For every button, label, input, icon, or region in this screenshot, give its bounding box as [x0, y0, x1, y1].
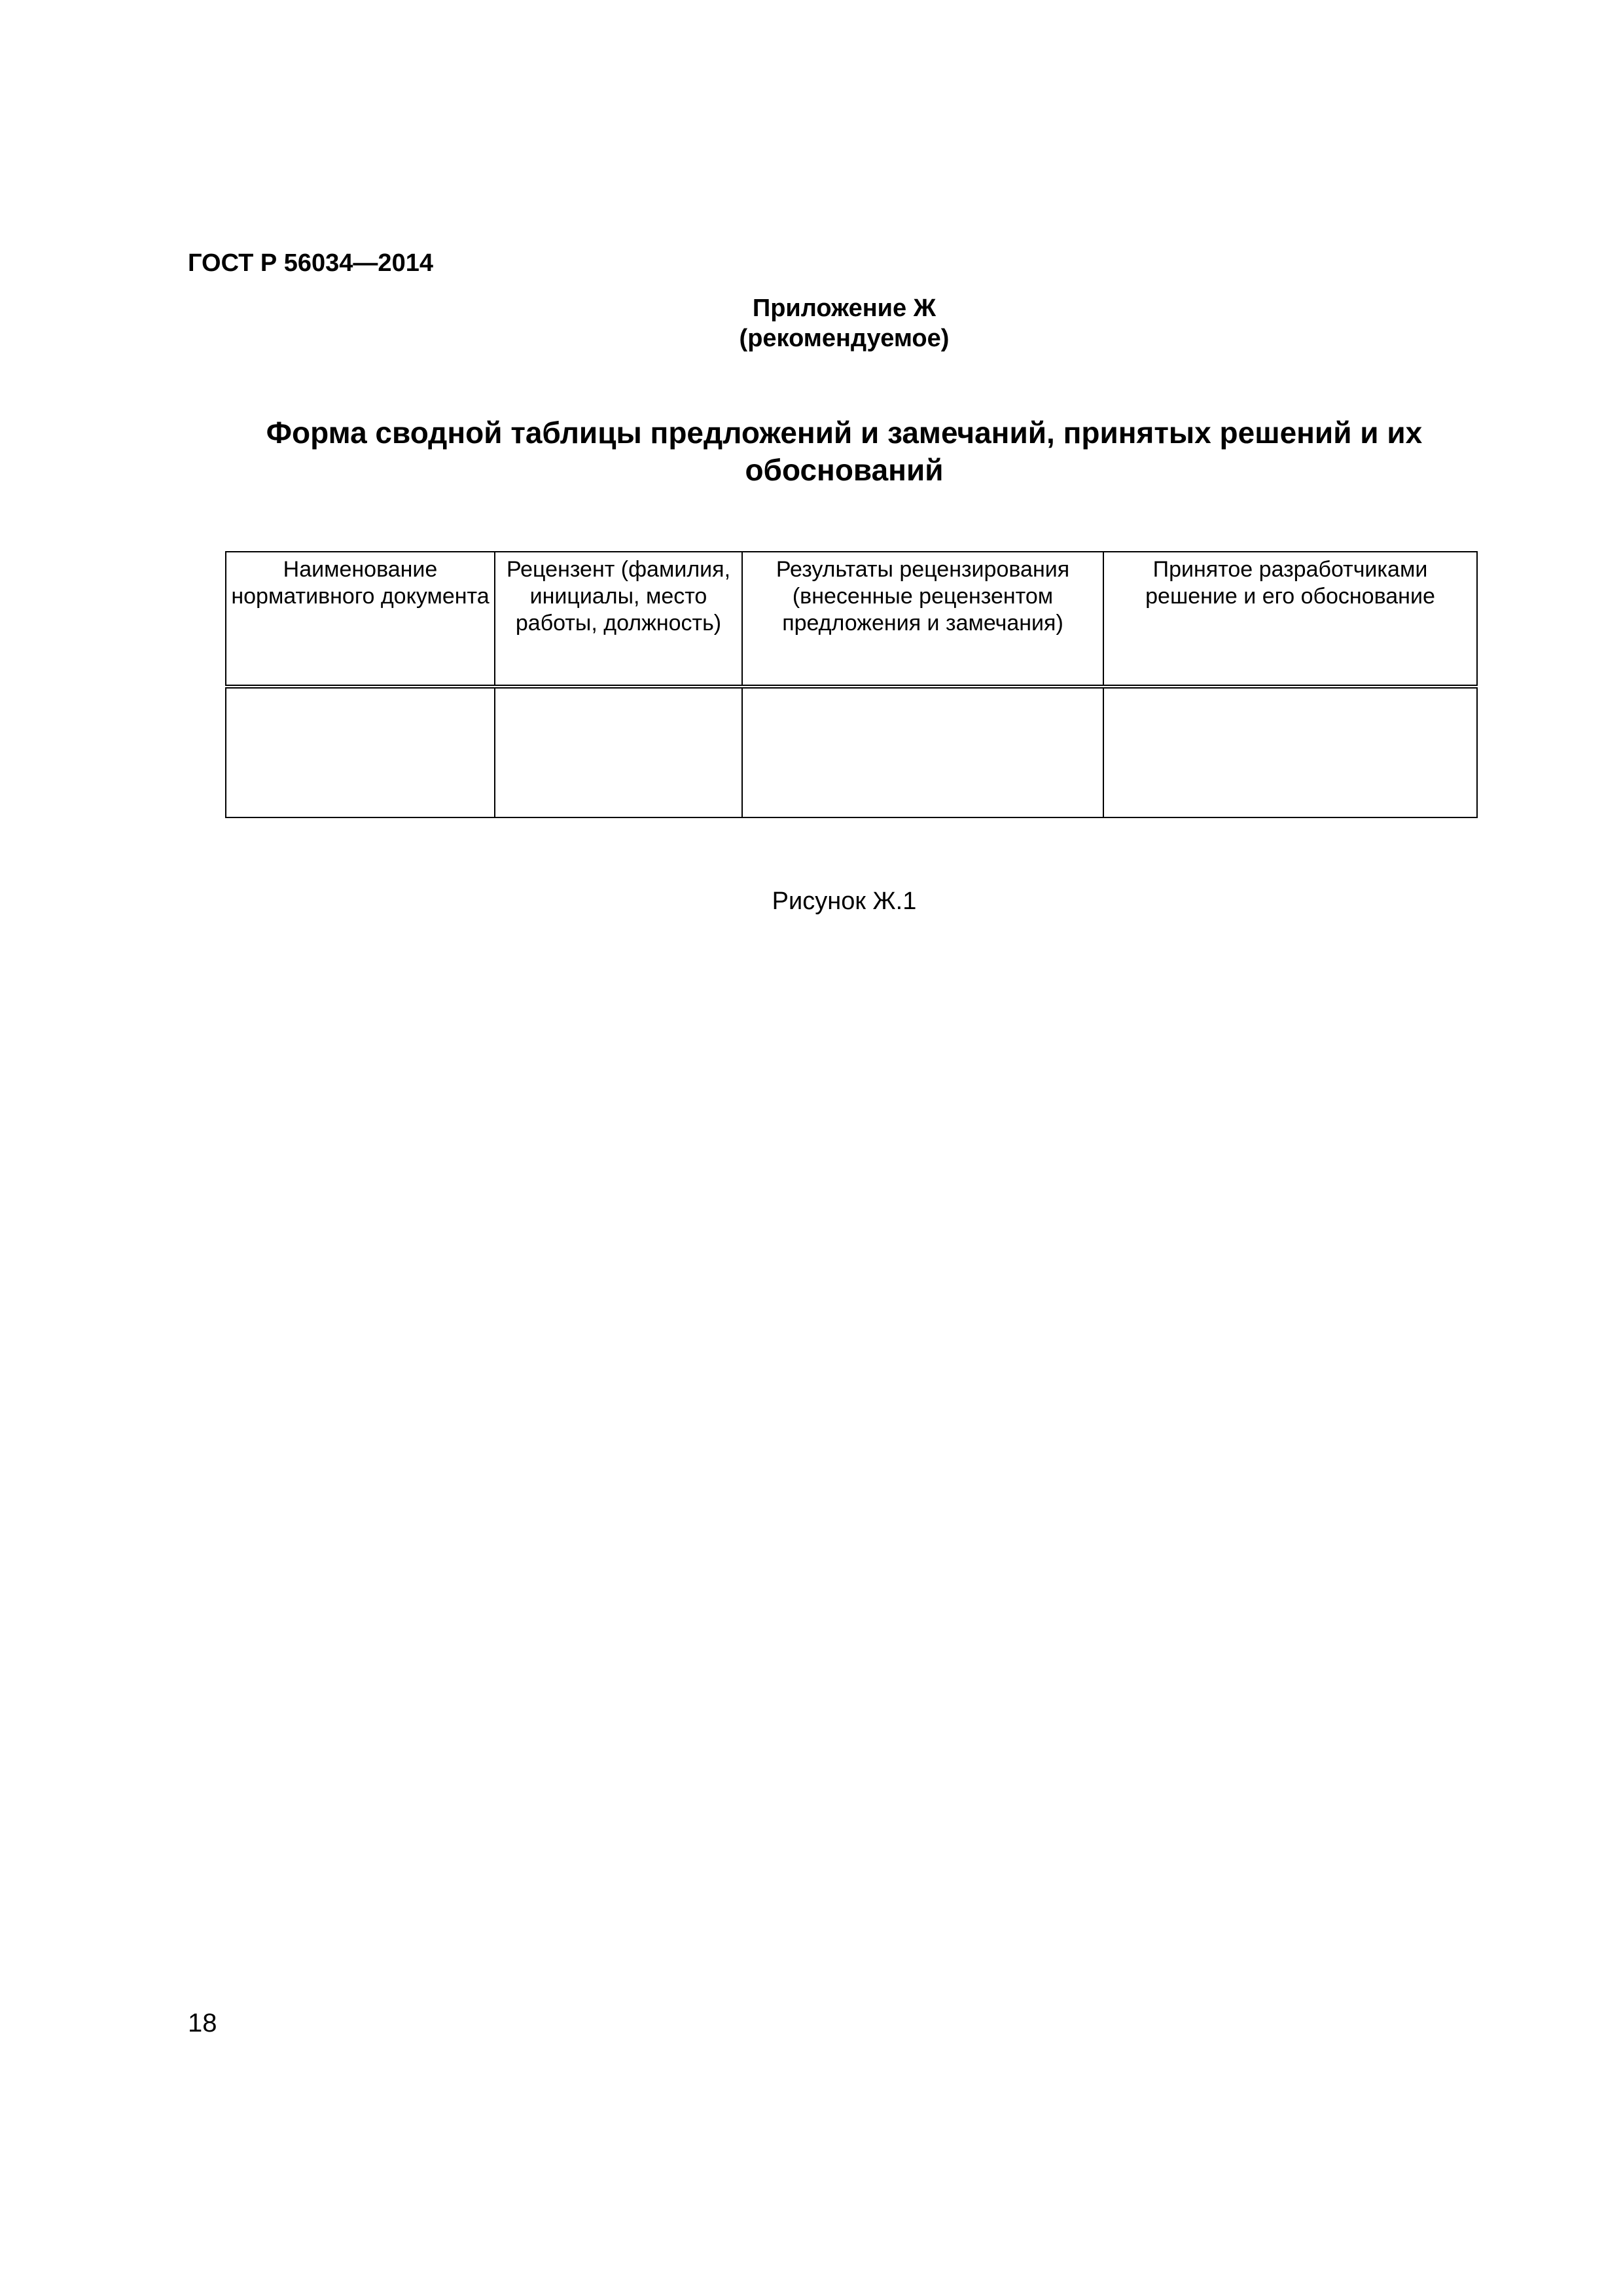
appendix-label: Приложение Ж — [752, 295, 936, 322]
appendix-status: (рекомендуемое) — [739, 325, 950, 352]
table-cell — [742, 687, 1103, 817]
summary-form-table — [225, 551, 1478, 818]
table-cell — [226, 687, 495, 817]
column-header-review-results: Результаты рецензирования (внесенные рецензентом предложения и замечания) — [742, 552, 1103, 687]
page-number: 18 — [188, 2009, 217, 2037]
table-header-row — [226, 552, 1477, 687]
table-cell — [495, 687, 742, 817]
table-row — [226, 687, 1477, 817]
form-title: Форма сводной таблицы предложений и замечаний, принятых решений и их обоснований — [266, 416, 1423, 487]
appendix-heading — [654, 293, 1034, 353]
document-code: ГОСТ Р 56034—2014 — [188, 249, 433, 277]
figure-caption: Рисунок Ж.1 — [772, 888, 917, 915]
table-cell — [1103, 687, 1477, 817]
column-header-reviewer: Рецензент (фамилия, инициалы, место работы, должность) — [495, 552, 742, 687]
column-header-developer-decision: Принятое разработчиками решение и его обоснование — [1103, 552, 1477, 687]
column-header-document: Наименование нормативного документа — [226, 552, 495, 687]
